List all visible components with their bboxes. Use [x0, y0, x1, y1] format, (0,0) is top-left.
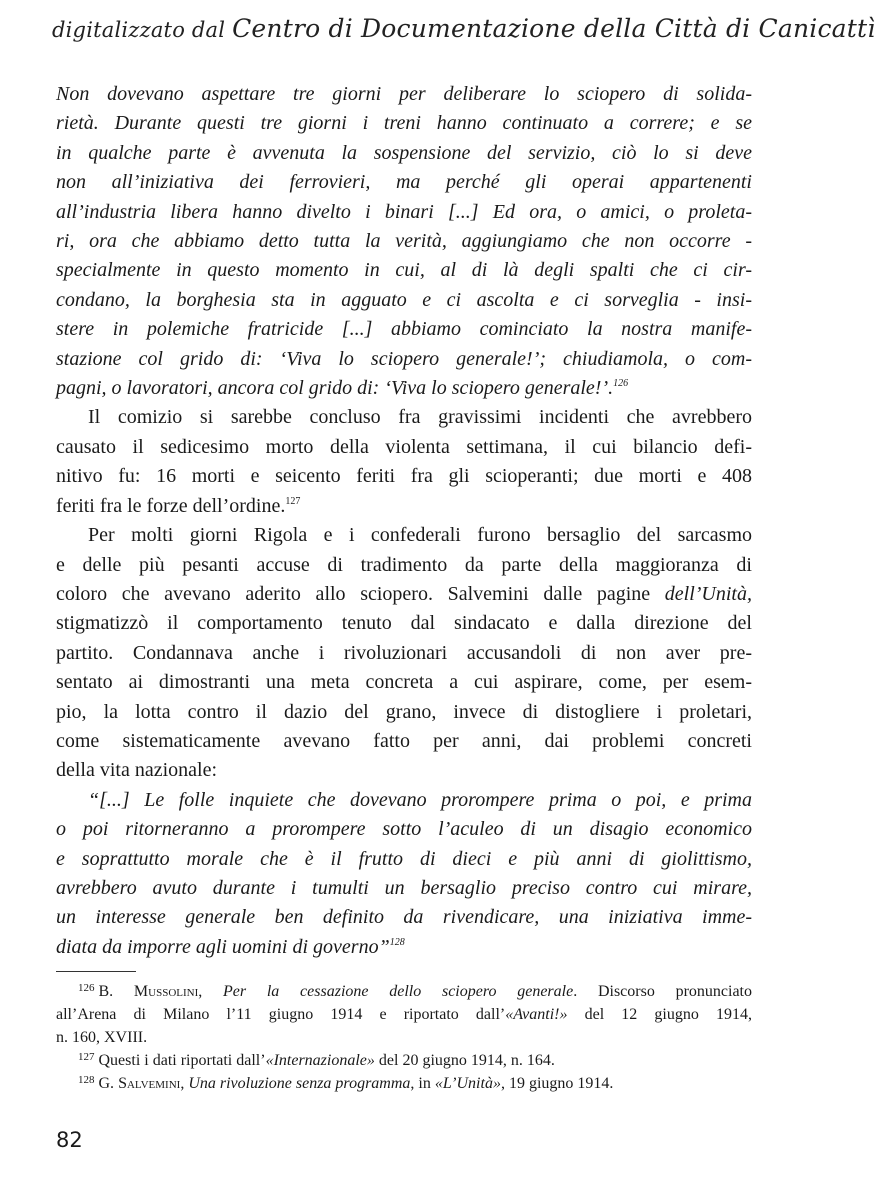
para1-last-text: feriti fra le forze dell’ordine. — [56, 494, 286, 517]
quote1-line: Non dovevano aspettare tre giorni per deliberare lo sciopero di solida- — [56, 83, 752, 105]
quote2-line: “[...] Le folle inquiete che dovevano prorompere prima o poi, e prima — [88, 788, 752, 811]
para1-line: Il comizio si sarebbe concluso fra gravissimi incidenti che avrebbero — [88, 406, 752, 429]
para1-last-line — [56, 492, 752, 521]
para2-last-line: della vita nazionale: — [56, 759, 218, 782]
footnote-number: 126 — [78, 982, 95, 994]
footnote-128 — [56, 1072, 752, 1095]
fn128-sep: , — [180, 1075, 189, 1092]
footnote-ref-126: 126 — [613, 378, 629, 390]
fn127-tail: del 20 giugno 1914, n. 164. — [374, 1052, 555, 1069]
watermark-header — [52, 14, 875, 43]
fn126-line2-pre: all’Arena di Milano l’11 giugno 1914 e riportato dall’ — [56, 1006, 506, 1023]
quote1-line: non all’iniziativa dei ferrovieri, ma perché gli operai appartenenti — [56, 171, 752, 194]
para2-line: stigmatizzò il comportamento tenuto dal sindacato e dalla direzione del — [56, 612, 752, 635]
footnote-number: 128 — [78, 1074, 95, 1086]
para2-line: pio, la lotta contro il dazio del grano, invece di distogliere i proletari, — [56, 700, 752, 723]
quote1-line: in qualche parte è avvenuta la sospensione del servizio, ciò lo si deve — [56, 141, 752, 164]
para2-line: come sistematicamente avevano fatto per anni, dai problemi concreti — [56, 729, 752, 752]
fn128-unita: «L’Unità» — [434, 1075, 501, 1092]
quote2-line: un interesse generale ben definito da rivendicare, una iniziativa imme- — [56, 906, 752, 929]
fn128-mid: , in — [410, 1075, 435, 1092]
fn128-tail: , 19 giugno 1914. — [500, 1075, 614, 1092]
quote2-last-text: diata da imporre agli uomini di governo” — [56, 935, 390, 958]
quote1-line: stazione col grido di: ‘Viva lo sciopero generale!’; chiudiamola, o com- — [56, 347, 752, 370]
page-body — [56, 80, 752, 962]
quote1-line: stere in polemiche fratricide [...] abbiamo cominciato la nostra manife- — [56, 318, 752, 341]
quote2-line: o poi ritorneranno a prorompere sotto l’aculeo di un disagio economico — [56, 818, 752, 841]
footnote-126-line3: n. 160, XVIII. — [56, 1029, 148, 1046]
para1-line: nitivo fu: 16 morti e seicento feriti fra gli scioperanti; due morti e 408 — [56, 465, 752, 488]
quote1-line: ri, ora che abbiamo detto tutta la verità, aggiungiamo che non occorre - — [56, 230, 752, 253]
para2-line-3 — [56, 580, 752, 609]
footnote-126-line1 — [56, 980, 752, 1003]
watermark-part2: Centro di Documentazione della Città di Canicattì — [232, 14, 875, 43]
fn128-author: Salvemini — [118, 1075, 181, 1092]
para2-line3-text: coloro che avevano aderito allo sciopero. Salvemini dalle pagine — [56, 582, 665, 605]
quote1-last-line — [56, 374, 752, 403]
unita-journal-title: dell’Unità, — [664, 582, 752, 605]
fn126-author: Mussolini — [133, 983, 199, 1000]
page-number: 82 — [56, 1128, 83, 1152]
fn126-avanti: «Avanti!» — [505, 1006, 568, 1023]
quote1-line: condano, la borghesia sta in agguato e ci ascolta e ci sorveglia - insi- — [56, 288, 752, 311]
watermark-part1: digitalizzato dal — [52, 18, 226, 42]
quote1-last-text: pagni, o lavoratori, ancora col grido di: ‘Viva lo sciopero generale!’. — [56, 377, 614, 400]
fn128-initial: G. — [98, 1075, 119, 1092]
quote1-line: all’industria libera hanno divelto i binari [...] Ed ora, o amici, o proleta- — [56, 200, 752, 223]
fn126-line2-tail: del 12 giugno 1914, — [567, 1006, 752, 1023]
footnotes — [56, 980, 752, 1095]
fn128-title: Una rivoluzione senza programma — [188, 1075, 411, 1092]
fn127-pre: Questi i dati riportati dall’ — [98, 1052, 266, 1069]
para2-line: partito. Condannava anche i rivoluzionari accusandoli di non aver pre- — [56, 641, 752, 664]
para2-line: e delle più pesanti accuse di tradimento da parte della maggioranza di — [56, 553, 752, 576]
quote1-line: specialmente in questo momento in cui, al di là degli spalti che ci cir- — [56, 259, 752, 282]
quote1-line: rietà. Durante questi tre giorni i treni hanno continuato a correre; e se — [56, 112, 752, 135]
quote2-line: e soprattutto morale che è il frutto di dieci e più anni di giolittismo, — [56, 847, 752, 870]
footnote-separator — [56, 971, 136, 972]
footnote-ref-127: 127 — [285, 495, 301, 507]
fn126-initial: B. — [98, 983, 134, 1000]
fn127-internazionale: «Internazionale» — [265, 1052, 375, 1069]
footnote-127 — [56, 1049, 752, 1072]
para2-line: Per molti giorni Rigola e i confederali furono bersaglio del sarcasmo — [88, 524, 752, 547]
para1-line: causato il sedicesimo morto della violenta settimana, il cui bilancio defi- — [56, 435, 752, 458]
quote2-last-line — [56, 933, 752, 962]
para2-line: sentato ai dimostranti una meta concreta a cui aspirare, come, per esem- — [56, 671, 752, 694]
fn126-tail: . Discorso pronunciato — [573, 983, 753, 1000]
quote2-line: avrebbero avuto durante i tumulti un bersaglio preciso contro cui mirare, — [56, 876, 752, 899]
footnote-126-line2 — [56, 1003, 752, 1026]
footnote-ref-128: 128 — [389, 936, 405, 948]
fn126-title: Per la cessazione dello sciopero generale — [223, 983, 574, 1000]
footnote-number: 127 — [78, 1051, 95, 1063]
fn126-sep: , — [198, 983, 224, 1000]
